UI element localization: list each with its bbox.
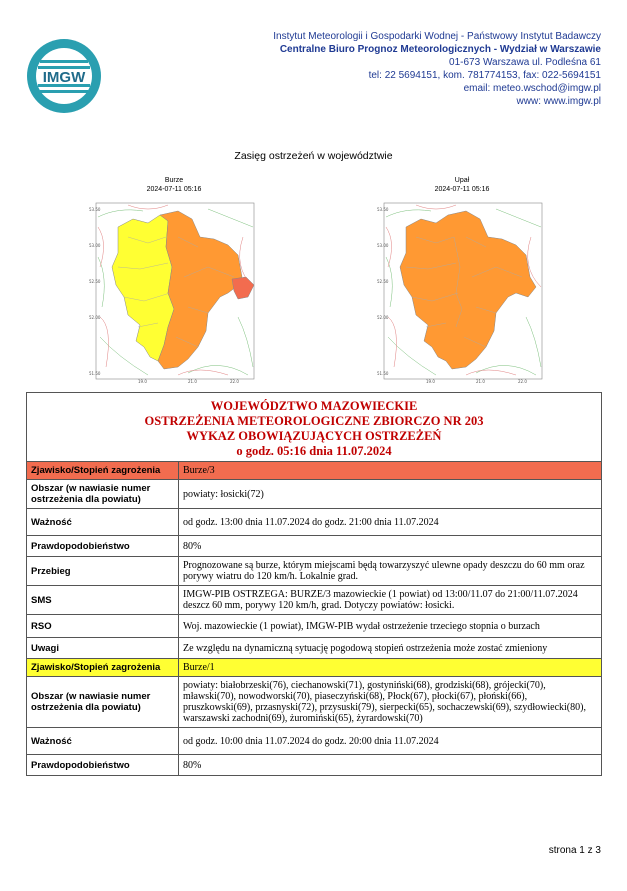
phenomenon-value: Burze/1	[179, 659, 602, 677]
website: www: www.imgw.pl	[516, 96, 601, 107]
maps-heading: Zasięg ostrzeżeń w województwie	[234, 150, 393, 162]
map-title: Upał	[454, 177, 470, 184]
validity-label: Ważność	[27, 509, 179, 536]
x-tick: 22.0	[518, 379, 527, 383]
validity-label: Ważność	[27, 728, 179, 755]
rso-value: Woj. mazowieckie (1 powiat), IMGW-PIB wydał ostrzeżenie trzeciego stopnia o burzach	[179, 615, 602, 638]
sms-value: IMGW-PIB OSTRZEGA: BURZE/3 mazowieckie (1 powiat) od 13:00/11.07 do 21:00/11.07.2024 deszcz 60 mm, porywy 120 km/h, grad. Dotyczy powiatów: łosicki.	[179, 586, 602, 615]
phenomenon-value: Burze/3	[179, 462, 602, 480]
map-caption-heat	[382, 176, 542, 194]
x-tick: 21.0	[476, 379, 485, 383]
map-date: 2024-07-11 05:16	[434, 186, 490, 193]
warning-row-validity	[27, 728, 602, 755]
region-title: WOJEWÓDZTWO MAZOWIECKIE	[210, 399, 418, 413]
storm-warning-map	[88, 197, 258, 383]
y-tick: 52.00	[377, 315, 389, 320]
map-title: Burze	[164, 177, 184, 184]
area-value: powiaty: białobrzeski(76), ciechanowski(71), gostyniński(68), grodziski(68), grójecki(70), mławski(70), nowodworski(70), piaseczyński(68), Płock(67), płocki(67), płoński(66), pruszkowski(69), przasnyski(72), przysuski(79), sierpecki(65), sochaczewski(69), szydłowiecki(80), warszawski zachodni(69), żuromiński(65), żyrardowski(70)	[179, 677, 602, 728]
warnings-table	[26, 392, 602, 776]
imgw-logo	[26, 38, 102, 114]
course-value: Prognozowane są burze, którym miejscami będą towarzyszyć ulewne opady deszczu do 60 mm oraz porywy wiatru do 120 km/h. Lokalnie grad.	[179, 557, 602, 586]
warning-row-rso	[27, 615, 602, 638]
x-tick: 19.0	[138, 379, 147, 383]
map-date: 2024-07-11 05:16	[146, 186, 202, 193]
probability-value: 80%	[179, 755, 602, 776]
validity-value: od godz. 13:00 dnia 11.07.2024 do godz. 21:00 dnia 11.07.2024	[179, 509, 602, 536]
address: 01-673 Warszawa ul. Podleśna 61	[449, 57, 601, 68]
bulletin-title	[27, 393, 602, 462]
y-tick: 53.50	[377, 207, 389, 212]
notes-value: Ze względu na dynamiczną sytuację pogodową stopień ostrzeżenia może zostać zmieniony	[179, 638, 602, 659]
logo-text: IMGW	[42, 69, 86, 86]
area-value: powiaty: łosicki(72)	[179, 480, 602, 509]
phenomenon-label: Zjawisko/Stopień zagrożenia	[27, 462, 179, 480]
course-label: Przebieg	[27, 557, 179, 586]
y-tick: 53.00	[377, 243, 389, 248]
probability-value: 80%	[179, 536, 602, 557]
warning-row-area	[27, 677, 602, 728]
probability-label: Prawdopodobieństwo	[27, 755, 179, 776]
issue-time: o godz. 05:16 dnia 11.07.2024	[236, 444, 392, 458]
institute-name: Instytut Meteorologii i Gospodarki Wodnej - Państwowy Instytut Badawczy	[273, 31, 601, 42]
sms-label: SMS	[27, 586, 179, 615]
y-tick: 53.50	[89, 207, 101, 212]
warning-row-validity	[27, 509, 602, 536]
institution-header	[273, 30, 601, 108]
email: email: meteo.wschod@imgw.pl	[463, 83, 601, 94]
y-tick: 52.00	[89, 315, 101, 320]
y-tick: 52.50	[89, 279, 101, 284]
warning-row-course	[27, 557, 602, 586]
heat-warning-map	[376, 197, 546, 383]
y-tick: 53.00	[89, 243, 101, 248]
map-caption-storms	[94, 176, 254, 194]
y-tick: 52.50	[377, 279, 389, 284]
phone: tel: 22 5694151, kom. 781774153, fax: 022-5694151	[368, 70, 601, 81]
warning-row-phenomenon	[27, 462, 602, 480]
x-tick: 19.0	[426, 379, 435, 383]
warning-row-probability	[27, 755, 602, 776]
list-title: WYKAZ OBOWIĄZUJĄCYCH OSTRZEŻEŃ	[186, 429, 442, 443]
warning-row-phenomenon	[27, 659, 602, 677]
warning-row-sms	[27, 586, 602, 615]
y-tick: 51.50	[377, 371, 389, 376]
y-tick: 51.50	[89, 371, 101, 376]
area-label: Obszar (w nawiasie numer ostrzeżenia dla powiatu)	[27, 480, 179, 509]
rso-label: RSO	[27, 615, 179, 638]
page-number: strona 1 z 3	[548, 845, 601, 856]
warning-row-notes	[27, 638, 602, 659]
validity-value: od godz. 10:00 dnia 11.07.2024 do godz. 20:00 dnia 11.07.2024	[179, 728, 602, 755]
notes-label: Uwagi	[27, 638, 179, 659]
bulletin-number: OSTRZEŻENIA METEOROLOGICZNE ZBIORCZO NR 203	[144, 414, 484, 428]
office-name: Centralne Biuro Prognoz Meteorologicznych - Wydział w Warszawie	[279, 44, 601, 55]
area-label: Obszar (w nawiasie numer ostrzeżenia dla powiatu)	[27, 677, 179, 728]
probability-label: Prawdopodobieństwo	[27, 536, 179, 557]
x-tick: 22.0	[230, 379, 239, 383]
phenomenon-label: Zjawisko/Stopień zagrożenia	[27, 659, 179, 677]
warning-row-area	[27, 480, 602, 509]
warning-row-probability	[27, 536, 602, 557]
x-tick: 21.0	[188, 379, 197, 383]
